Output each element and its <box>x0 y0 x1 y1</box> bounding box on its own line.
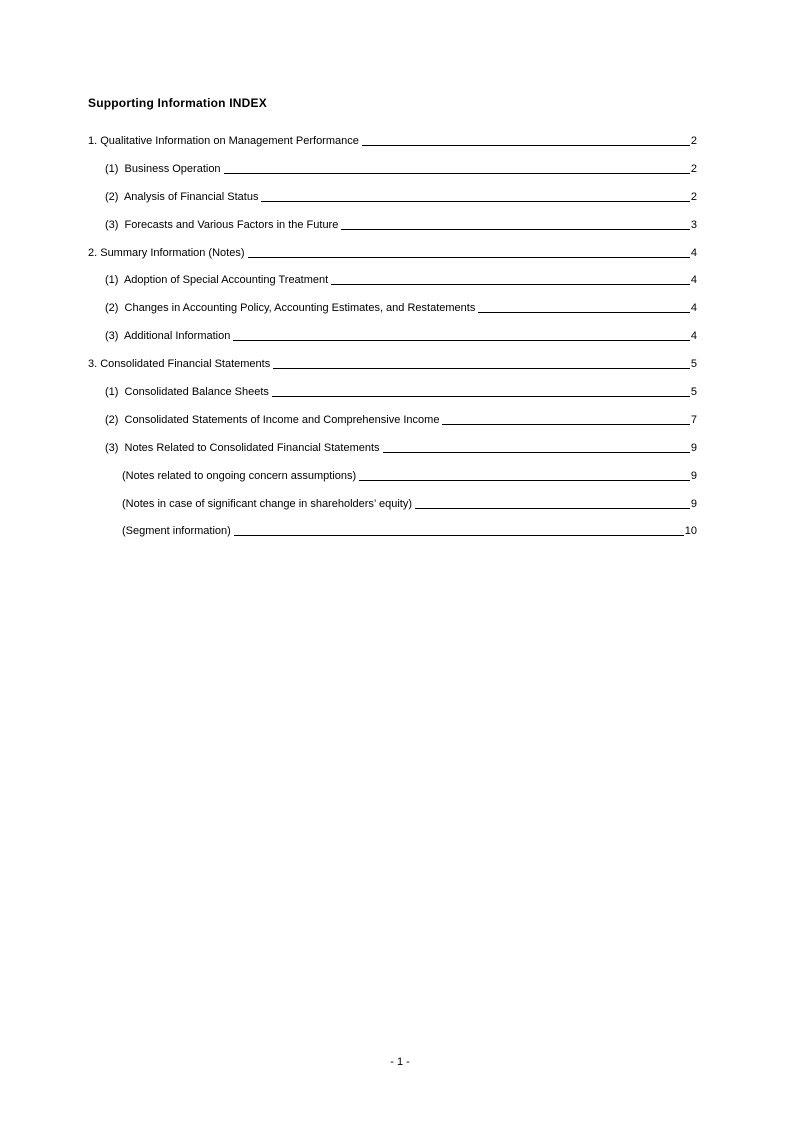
toc-entry <box>88 379 697 407</box>
toc-entry-page: 2 <box>690 135 697 147</box>
toc-leader-line <box>272 396 690 397</box>
toc-leader-line <box>261 201 689 202</box>
toc-leader-line <box>233 340 690 341</box>
toc-entry-label: (2) Analysis of Financial Status <box>105 190 259 203</box>
toc-leader-line <box>383 452 690 453</box>
toc-entry-page: 4 <box>690 302 697 315</box>
toc-leader-line <box>478 312 690 313</box>
toc-entry-page: 7 <box>690 413 697 426</box>
toc-leader-line <box>362 145 690 146</box>
toc-entry <box>88 240 697 268</box>
toc-entry-page: 3 <box>690 218 697 231</box>
toc-entry <box>88 407 697 435</box>
toc-entry-label: (2) Changes in Accounting Policy, Accounting Estimates, and Restatements <box>105 302 476 315</box>
toc-entry-page: 9 <box>690 469 697 482</box>
toc-entry <box>88 295 697 323</box>
toc-entry <box>88 463 697 491</box>
toc-entry <box>88 351 697 379</box>
toc-entry <box>88 267 697 295</box>
toc-entry-label: (1) Consolidated Balance Sheets <box>105 386 269 399</box>
toc-entry-label: (3) Additional Information <box>105 330 231 343</box>
toc-entry-label: 3. Consolidated Financial Statements <box>88 358 271 371</box>
toc-entry-label: (Segment information) <box>122 525 231 538</box>
toc-entry <box>88 212 697 240</box>
toc-entry <box>88 156 697 184</box>
toc-entry-label: (1) Adoption of Special Accounting Treatment <box>105 274 329 287</box>
toc-leader-line <box>341 229 690 230</box>
toc-entry-page: 5 <box>690 358 697 371</box>
toc-list <box>88 128 697 546</box>
toc-entry-page: 4 <box>690 330 697 343</box>
toc-leader-line <box>273 368 690 369</box>
toc-entry-label: (Notes related to ongoing concern assumptions) <box>122 469 357 482</box>
toc-entry-page: 9 <box>690 497 697 510</box>
toc-leader-line <box>415 508 690 509</box>
toc-entry-label: (3) Notes Related to Consolidated Financial Statements <box>105 441 380 454</box>
toc-leader-line <box>359 480 690 481</box>
page-title: Supporting Information INDEX <box>88 96 267 110</box>
toc-entry-page: 9 <box>690 441 697 454</box>
toc-entry-label: (1) Business Operation <box>105 162 221 175</box>
toc-leader-line <box>442 424 689 425</box>
toc-entry-page: 4 <box>690 274 697 287</box>
toc-leader-line <box>248 257 690 258</box>
toc-entry-label: (3) Forecasts and Various Factors in the Future <box>105 218 339 231</box>
toc-entry-page: 2 <box>690 190 697 203</box>
toc-leader-line <box>331 284 690 285</box>
toc-entry <box>88 323 697 351</box>
page-number-footer: - 1 - <box>390 1056 410 1068</box>
toc-entry <box>88 128 697 156</box>
toc-entry-page: 5 <box>690 386 697 399</box>
toc-entry-page: 2 <box>690 162 697 175</box>
toc-entry <box>88 435 697 463</box>
toc-entry-page: 10 <box>684 525 697 538</box>
toc-entry-label: (Notes in case of significant change in shareholders’ equity) <box>122 497 413 510</box>
toc-entry-page: 4 <box>690 246 697 259</box>
toc-leader-line <box>234 535 684 536</box>
toc-entry <box>88 518 697 546</box>
toc-entry-label: (2) Consolidated Statements of Income and Comprehensive Income <box>105 413 440 426</box>
toc-entry-label: 1. Qualitative Information on Management Performance <box>88 135 359 147</box>
toc-entry <box>88 491 697 519</box>
toc-entry-label: 2. Summary Information (Notes) <box>88 246 245 259</box>
toc-entry <box>88 184 697 212</box>
toc-leader-line <box>224 173 690 174</box>
